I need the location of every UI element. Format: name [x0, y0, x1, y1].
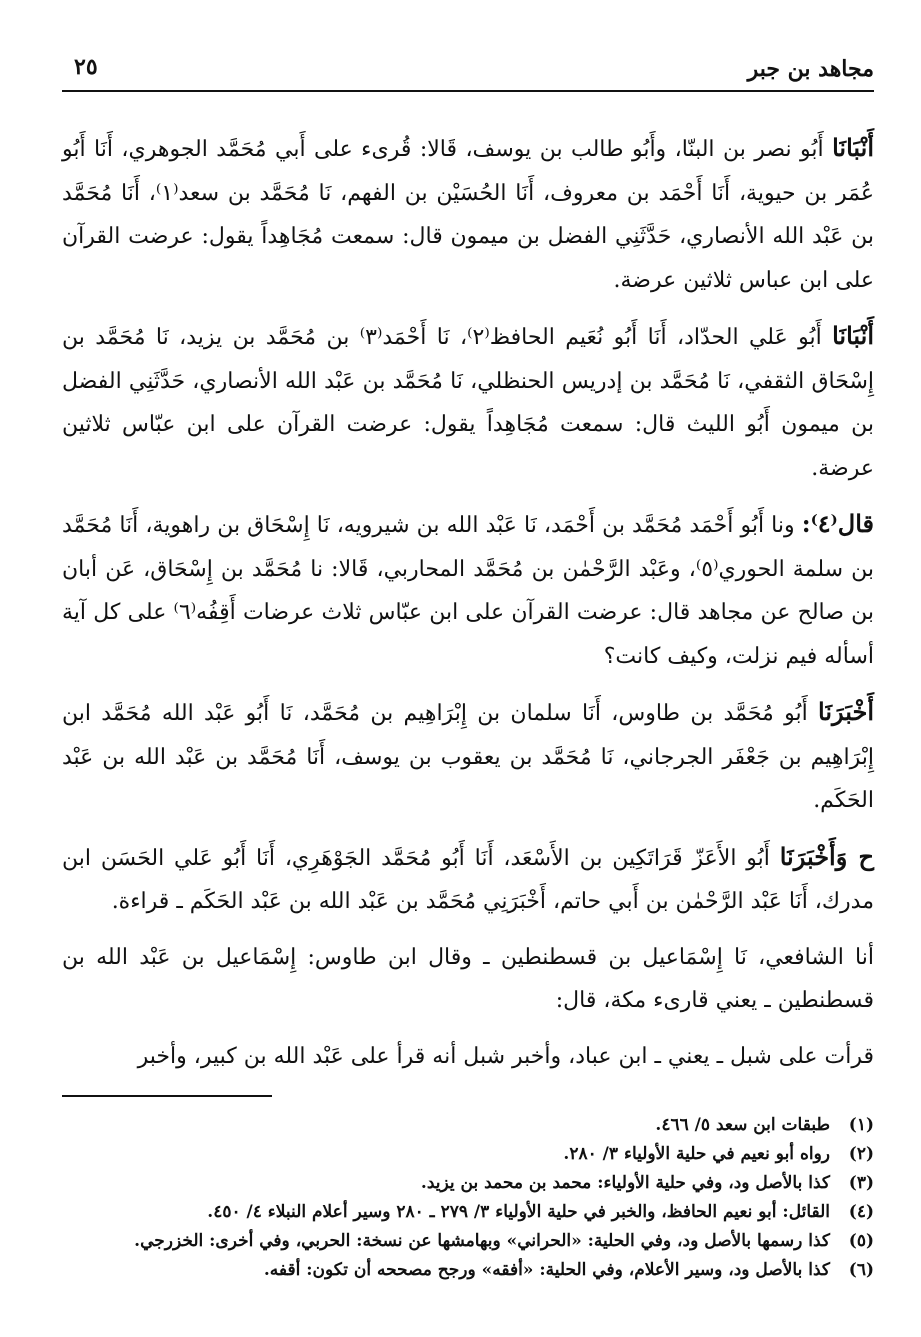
paragraph-text: أَبُو عَلي الحدّاد، أَنَا أَبُو نُعَيم الحافظ⁽٢⁾، نَا أَحْمَد⁽٣⁾ بن مُحَمَّد بن يزيد، نَا مُحَمَّد بن إِسْحَاق الثقفي، نَا مُحَمَّد بن إدريس الحنظلي، نَا مُحَمَّد بن عَبْد الله الأنصاري، حَدَّثَنِي الفضل بن ميمون أَبُو الليث قال: سمعت مُجَاهِداً يقول: عرضت القرآن على ابن عبّاس ثلاثين عرضة.: [62, 325, 874, 481]
book-page: [62, 48, 874, 1318]
footnote: [62, 1256, 874, 1285]
paragraph: [62, 835, 874, 924]
footnote-number: (٤): [848, 1202, 874, 1222]
paragraph-text: أنا الشافعي، نَا إِسْمَاعيل بن قسطنطين ـ وقال ابن طاوس: إِسْمَاعيل بن عَبْد الله بن قسطنطين ـ يعني قارىء مكة، قال:: [62, 944, 874, 1013]
main-text: [62, 126, 874, 1090]
paragraph: [62, 502, 874, 678]
footnote-number: (٦): [848, 1260, 874, 1280]
footnote: [62, 1111, 874, 1140]
footnote-number: (٥): [848, 1231, 874, 1251]
footnote-text: كذا رسمها بالأصل ود، وفي الحلية: «الحراني» وبهامشها عن نسخة: الحربي، وفي أخرى: الخزرجي.: [134, 1231, 830, 1251]
paragraph-text: أَبُو نصر بن البنّا، وأَبُو طالب بن يوسف، قَالا: قُرىء على أَبي مُحَمَّد الجوهري، أَنَا أَبُو عُمَر بن حيوية، أَنَا أَحْمَد بن معروف، أَنَا الحُسَيْن بن الفهم، نَا مُحَمَّد بن سعد⁽١⁾، أَنَا مُحَمَّد بن عَبْد الله الأنصاري، حَدَّثَنِي الفضل بن ميمون قال: سمعت مُجَاهِداً يقول: عرضت القرآن على ابن عباس ثلاثين عرضة.: [62, 137, 874, 293]
paragraph: [62, 1035, 874, 1079]
paragraph-text: ونا أَبُو أَحْمَد مُحَمَّد بن أَحْمَد، نَا عَبْد الله بن شيرويه، نَا إِسْحَاق بن راهوية، أَنَا مُحَمَّد بن سلمة الحوري⁽٥⁾، وعَبْد الرَّحْمٰن بن مُحَمَّد المحاربي، قَالا: نا مُحَمَّد بن إِسْحَاق، عَن أبان بن صالح عن مجاهد قال: عرضت القرآن على ابن عبّاس ثلاث عرضات أَقِفُه⁽٦⁾ على كل آية أسأله فيم نزلت، وكيف كانت؟: [62, 513, 875, 669]
paragraph: [62, 690, 874, 823]
footnote: [62, 1198, 874, 1227]
paragraph-text: أَبُو مُحَمَّد بن طاوس، أَنَا سلمان بن إِبْرَاهِيم بن مُحَمَّد، نَا أَبُو عَبْد الله مُحَمَّد ابن إِبْرَاهِيم بن جَعْفَر الجرجاني، نَا مُحَمَّد بن يعقوب بن يوسف، أَنَا مُحَمَّد بن عَبْد الله بن عَبْد الحَكَم.: [62, 701, 874, 813]
paragraph: [62, 936, 874, 1023]
footnotes: [62, 1111, 874, 1285]
footnote-number: (٣): [848, 1173, 874, 1193]
footnote-number: (١): [848, 1115, 874, 1135]
footnote-text: القائل: أبو نعيم الحافظ، والخبر في حلية الأولياء ٣/ ٢٧٩ ـ ٢٨٠ وسير أعلام النبلاء ٤/ ٤٥٠.: [207, 1202, 830, 1222]
paragraph-lead: قال⁽٤⁾:: [801, 509, 874, 538]
paragraph-lead: ح وَأَخْبَرَنَا: [779, 841, 874, 871]
footnote: [62, 1227, 874, 1256]
paragraph: [62, 126, 874, 302]
paragraph-text: قرأت على شبل ـ يعني ـ ابن عباد، وأخبر شبل أنه قرأ على عَبْد الله بن كبير، وأخبر: [137, 1043, 874, 1069]
footnote: [62, 1140, 874, 1169]
paragraph-lead: أَنْبَانَا: [832, 321, 875, 350]
running-title: مجاهد بن جبر: [747, 56, 874, 82]
footnote-text: كذا بالأصل ود، وسير الأعلام، وفي الحلية: «أفقه» ورجح مصححه أن تكون: أقفه.: [263, 1260, 830, 1280]
footnote: [62, 1169, 874, 1198]
paragraph-text: أَبُو الأَعَزّ قَرَاتَكِين بن الأَسْعَد، أَنَا أَبُو مُحَمَّد الجَوْهَرِي، أَنَا أَبُو عَلي الحَسَن ابن مدرك، أَنَا عَبْد الرَّحْمٰن بن أَبي حاتم، أَخْبَرَنِي مُحَمَّد بن عَبْد الله بن عَبْد الحَكَم ـ قراءة.: [62, 845, 874, 914]
page-header: [62, 48, 874, 92]
paragraph-lead: أَخْبَرَنَا: [818, 697, 874, 726]
footnote-divider: [62, 1095, 272, 1097]
paragraph: [62, 314, 874, 490]
footnote-text: رواه أبو نعيم في حلية الأولياء ٣/ ٢٨٠.: [563, 1144, 830, 1164]
page-number: ٢٥: [74, 54, 98, 80]
footnote-text: كذا بالأصل ود، وفي حلية الأولياء: محمد بن محمد بن يزيد.: [420, 1173, 830, 1193]
footnote-number: (٢): [848, 1144, 874, 1164]
paragraph-lead: أَنْبَانَا: [832, 133, 874, 162]
footnote-text: طبقات ابن سعد ٥/ ٤٦٦.: [655, 1115, 830, 1135]
